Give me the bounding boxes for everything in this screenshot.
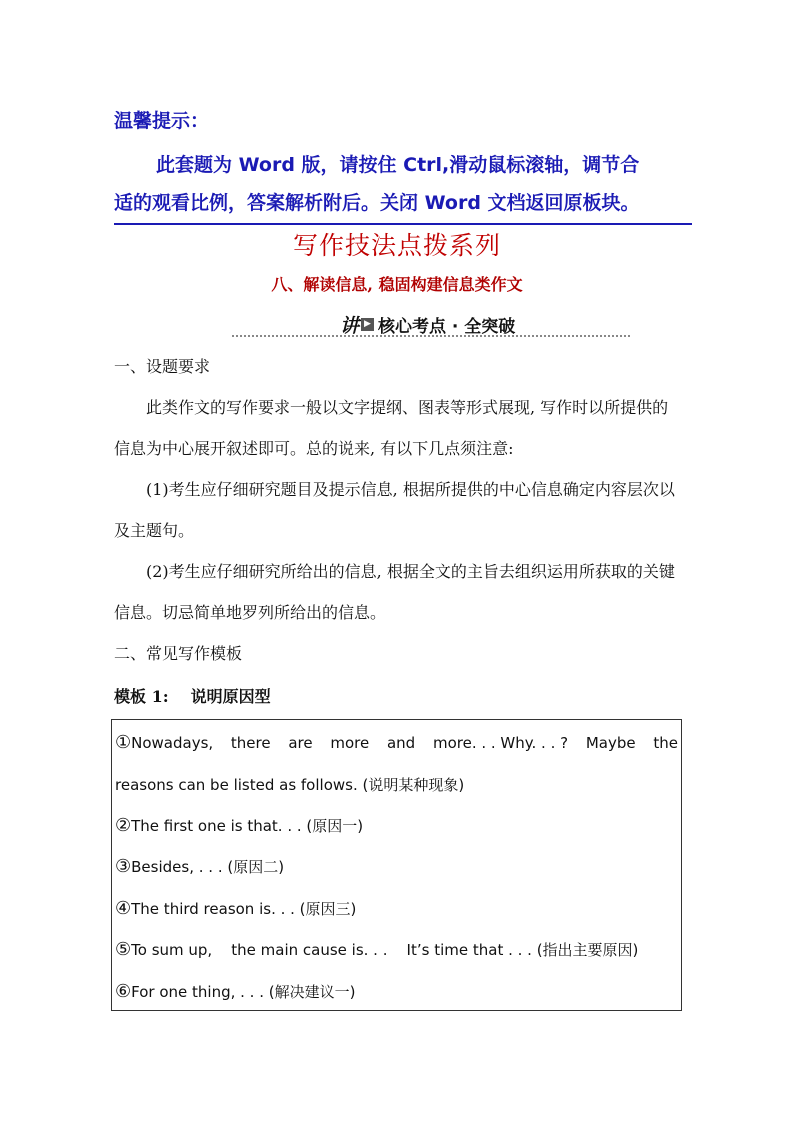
template-marker: ⑤ <box>115 939 132 960</box>
tip-line-1: 此套题为 Word 版，请按住 Ctrl,滑动鼠标滚轴，调节合 <box>156 154 640 176</box>
page-title: 写作技法点拨系列 <box>292 231 501 260</box>
template-item-1-part: Maybe <box>585 734 636 752</box>
banner-logo-char: 讲 <box>340 314 360 337</box>
model-heading <box>114 684 271 707</box>
tip-line-2: 适的观看比例，答案解析附后。关闭 Word 文档返回原板块。 <box>114 184 692 225</box>
template-item-2 <box>115 811 678 841</box>
template-marker: ③ <box>115 856 132 877</box>
template-item-1-part: ①Nowadays, <box>115 732 214 753</box>
template-text: The third reason is. . . (原因三) <box>131 900 357 918</box>
template-item-1 <box>115 728 678 758</box>
template-marker: ② <box>115 815 132 836</box>
template-item-5 <box>115 935 678 965</box>
section-1-paragraph-3: (2)考生应仔细研究所给出的信息, 根据全文的主旨去组织运用所获取的关键信息。切忌简单地罗列所给出的信息。 <box>114 562 675 622</box>
template-text: Besides, . . . (原因二) <box>131 858 285 876</box>
dotted-divider <box>232 335 630 337</box>
template-marker: ① <box>115 732 132 753</box>
section-1-paragraph-2: (1)考生应仔细研究题目及提示信息, 根据所提供的中心信息确定内容层次以及主题句。 <box>114 480 675 540</box>
section-1-heading: 一、设题要求 <box>114 357 211 376</box>
template-text: For one thing, . . . (解决建议一) <box>131 983 356 1001</box>
page-subtitle: 八、解读信息, 稳固构建信息类作文 <box>271 275 523 294</box>
section-banner <box>340 311 515 337</box>
template-item-4 <box>115 894 678 924</box>
banner-text: 核心考点 · 全突破 <box>378 316 516 337</box>
template-item-1-continued: reasons can be listed as follows. (说明某种现象) <box>115 776 465 794</box>
template-item-3 <box>115 852 678 882</box>
section-2-heading: 二、常见写作模板 <box>114 644 243 663</box>
template-text: To sum up, the main cause is. . . It’s time that . . . (指出主要原因) <box>131 941 639 959</box>
tip-body <box>114 146 692 225</box>
template-item-1-part: and <box>386 734 416 752</box>
template-item-1-part: are <box>288 734 313 752</box>
section-1-paragraph-1: 此类作文的写作要求一般以文字提纲、图表等形式展现, 写作时以所提供的信息为中心展开叙述即可。总的说来, 有以下几点须注意: <box>114 398 669 458</box>
template-marker: ④ <box>115 898 132 919</box>
template-item-1-part: the <box>653 734 678 752</box>
play-arrow-icon: ▶ <box>361 318 374 331</box>
model-name: 说明原因型 <box>190 687 271 706</box>
tip-title: 温馨提示： <box>114 110 210 132</box>
template-item-1-part: more <box>330 734 370 752</box>
template-text: The first one is that. . . (原因一) <box>131 817 364 835</box>
model-label: 模板 1: <box>114 687 169 706</box>
template-box <box>111 719 682 1011</box>
template-item-1-part: more. . . Why. . . ? <box>432 734 569 752</box>
template-item-1-part: there <box>230 734 271 752</box>
template-marker: ⑥ <box>115 981 132 1002</box>
template-item-6 <box>115 977 678 1007</box>
